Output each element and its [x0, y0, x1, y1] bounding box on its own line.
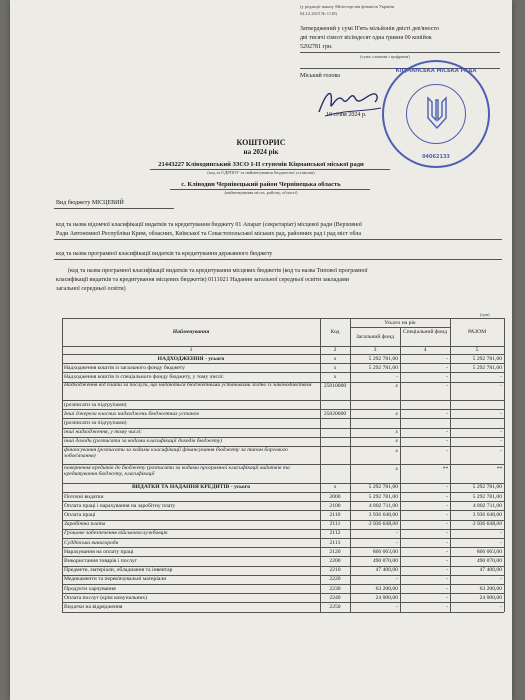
table-cell-code: 2113 — [329, 539, 341, 546]
table-cell-name: Надходження коштів із загального фонду бюджету — [64, 364, 185, 371]
approved-text-2: дві тисячі сімсот вісімдесят одна гривня 00 копійок — [300, 35, 432, 41]
header-total: Усього на рік — [384, 320, 416, 326]
table-cell-code: 25010000 — [323, 383, 347, 390]
table-cell-name: Продукти харчування — [64, 585, 116, 592]
table-cell-s: - — [446, 447, 448, 454]
table-cell-code — [322, 465, 348, 483]
table-cell-g: х — [395, 410, 398, 417]
table-cell-t: 866 063,00 — [476, 548, 502, 555]
table-cell-name: Надходження від плати за послуги, що надаються бюджетними установами згідно із законодавством — [64, 382, 312, 389]
local-program-classification-3: загальної середньої освіти) — [56, 286, 126, 292]
table-cell-g: 47 400,00 — [375, 567, 398, 574]
table-cell-t: 5 292 781,00 — [472, 493, 502, 500]
table-cell-name: ВИДАТКИ ТА НАДАННЯ КРЕДИТІВ - усього — [131, 484, 251, 491]
table-cell-t: 5 292 781,00 — [472, 355, 502, 362]
table-cell-t: 47 400,00 — [479, 567, 502, 574]
header-special: Спеціальний фонд — [402, 329, 448, 335]
table-cell-name: Надходження коштів із спеціального фонду бюджету, у тому числі: — [64, 373, 224, 380]
table-cell-g: х — [395, 465, 398, 472]
trident-icon — [426, 96, 448, 130]
table-cell-g: 5 292 781,00 — [368, 484, 398, 491]
location-caption: (найменування міста, району, області) — [224, 190, 298, 195]
location-name: с. Кліводин Чернівецький район Чернівецька область — [181, 181, 341, 188]
table-cell-t: - — [500, 373, 502, 380]
table-cell-g: 63 200,00 — [375, 585, 398, 592]
table-cell-name: (розписати за підгрупами) — [64, 419, 127, 426]
organization-caption: (код за ЄДРПОУ та найменування бюджетної установи) — [207, 170, 315, 175]
table-cell-s: - — [446, 493, 448, 500]
table-cell-code: 2112 — [329, 530, 341, 537]
table-cell-name: Нарахування на оплату праці — [64, 548, 134, 555]
table-cell-g: 490 070,00 — [372, 557, 398, 564]
table-cell-g: х — [395, 429, 398, 436]
table-cell-g: 4 802 711,00 — [368, 502, 398, 509]
departmental-classification-2: Ради Автономної Республіки Крим, обласних, Київської та Севастопольської міських рад, районних рад і рад міст обла — [56, 231, 362, 237]
table-cell-code: 2210 — [329, 567, 341, 574]
header-name: Найменування — [172, 329, 210, 335]
table-cell-code — [322, 447, 348, 465]
table-cell-s: - — [446, 567, 448, 574]
table-cell-name: Оплата послуг (крім комунальних) — [64, 594, 148, 601]
table-cell-t: 3 936 648,00 — [472, 511, 502, 518]
table-cell-g: 866 063,00 — [372, 548, 398, 555]
table-cell-s: - — [446, 511, 448, 518]
table-cell-s: - — [446, 373, 448, 380]
table-cell-t: 24 000,00 — [479, 594, 502, 601]
table-cell-name: Медикаменти та перев'язувальні матеріали — [64, 576, 167, 583]
table-cell-t: - — [500, 447, 502, 454]
table-cell-s: - — [446, 429, 448, 436]
table-cell-g: 5 292 781,00 — [368, 355, 398, 362]
table-cell-g: - — [396, 373, 398, 380]
table-cell-s: - — [446, 576, 448, 583]
table-cell-code: 2230 — [329, 585, 341, 592]
table-cell-g: - — [396, 539, 398, 546]
table-cell-s: - — [446, 364, 448, 371]
organization-name: 21443227 Кліводинський ЗЗСО І-ІІ ступенів Кіцманської міської ради — [158, 161, 364, 168]
table-cell-t: - — [500, 603, 502, 610]
table-cell-code: х — [333, 364, 337, 371]
local-program-classification-2: класифікації видатків та кредитування місцевих бюджетів) 0111021 Надання загальної середньої освіти закладами — [56, 277, 350, 283]
header-general: Загальний фонд — [355, 334, 395, 340]
table-cell-t: - — [500, 530, 502, 537]
sum-caption: (сума словами і цифрами) — [360, 54, 410, 59]
table-cell-t: 3 936 648,00 — [472, 521, 502, 528]
column-number: 3 — [373, 347, 377, 353]
table-cell-t: 4 802 711,00 — [472, 502, 502, 509]
table-cell-name: фінансування (розписати за кодами класифікації фінансування бюджету за типом боргового зобов'язання) — [64, 446, 288, 459]
table-cell-s: - — [446, 594, 448, 601]
table-cell-g: х — [395, 438, 398, 445]
local-program-classification: (код та назва програмної класифікації видатків та кредитування місцевих бюджетів (код та назва Типової програмної — [68, 268, 368, 274]
table-cell-code: 2111 — [329, 521, 341, 528]
table-cell-s: - — [446, 530, 448, 537]
table-cell-name: інші надходження, у тому числі: — [64, 429, 143, 436]
table-cell-s: - — [446, 438, 448, 445]
table-cell-name: Використання товарів і послуг — [64, 557, 138, 564]
approval-date: 10 січня 2024 р. — [326, 112, 367, 118]
table-cell-code: х — [333, 373, 337, 380]
table-cell-name: Предмети, матеріали, обладнання та інвентар — [64, 567, 173, 574]
table-cell-g: 3 936 648,00 — [368, 521, 398, 528]
table-cell-t: - — [500, 438, 502, 445]
column-number: 2 — [333, 347, 337, 353]
edition-date: 04.12.2015 № 1118) — [300, 11, 337, 16]
table-cell-g: 24 000,00 — [375, 594, 398, 601]
seal-code: 04062133 — [422, 154, 450, 160]
table-cell-g: х — [395, 383, 398, 390]
table-cell-s: - — [446, 484, 448, 491]
table-cell-code: 2220 — [329, 576, 341, 583]
table-cell-name: (розписати за підгрупами) — [64, 401, 127, 408]
departmental-classification: код та назва відомчої класифікації видатків та кредитування бюджету 01 Апарат (секретаріат) місцевої ради (Верховної — [56, 222, 362, 228]
approved-text: Затверджений у сумі П'ять мільйонів двісті дев'яносто — [300, 26, 440, 32]
estimate-table — [62, 318, 504, 700]
table-cell-s: - — [446, 383, 448, 390]
table-cell-s: - — [446, 410, 448, 417]
table-cell-name: Видатки на відрядження — [64, 603, 123, 610]
table-cell-name: повернення кредитів до бюджету (розписати за кодами програмної класифікації видатків та кредитування бюджету, класифікації — [64, 464, 290, 478]
table-cell-t: - — [500, 576, 502, 583]
currency-unit: (грн) — [480, 312, 490, 317]
column-number: 4 — [423, 347, 427, 353]
column-number: 5 — [475, 347, 479, 353]
table-cell-code: 25020000 — [323, 410, 347, 417]
document-page — [10, 0, 512, 700]
table-cell-code: 2240 — [329, 594, 341, 601]
table-cell-name: Інші джерела власних надходжень бюджетних установ — [64, 410, 199, 417]
table-cell-g: 5 292 781,00 — [368, 364, 398, 371]
table-cell-name: Поточні видатки — [64, 493, 104, 500]
table-cell-s: - — [446, 521, 448, 528]
table-cell-t: 5 292 781,00 — [472, 484, 502, 491]
table-cell-code: 2000 — [329, 493, 341, 500]
table-cell-g: - — [396, 576, 398, 583]
table-cell-s: - — [446, 548, 448, 555]
table-cell-name: Грошове забезпечення військовослужбовців — [64, 530, 168, 537]
table-cell-t: - — [500, 539, 502, 546]
table-cell-t: 490 070,00 — [476, 557, 502, 564]
table-cell-s: - — [446, 502, 448, 509]
table-cell-code: 2120 — [329, 548, 341, 555]
table-cell-name: НАДХОДЖЕННЯ - усього — [157, 355, 225, 362]
table-cell-name: Заробітна плата — [64, 521, 106, 528]
table-cell-s: - — [446, 539, 448, 546]
table-cell-code: 2110 — [329, 511, 341, 518]
table-cell-s: ** — [442, 465, 448, 472]
table-cell-s: - — [446, 603, 448, 610]
seal-ring-text: КІЦМАНСЬКА МІСЬКА РАДА — [395, 68, 477, 74]
table-cell-g: - — [396, 603, 398, 610]
table-cell-g: 5 292 781,00 — [368, 493, 398, 500]
table-cell-t: ** — [496, 465, 502, 472]
table-cell-t: 5 292 781,00 — [472, 364, 502, 371]
position-title: Міський голова — [300, 73, 340, 79]
table-cell-name: Оплата праці — [64, 511, 96, 518]
budget-type: Вид бюджету МІСЦЕВИЙ — [56, 200, 124, 206]
table-cell-s: - — [446, 355, 448, 362]
table-cell-name: Суддівська винагорода — [64, 539, 119, 546]
table-cell-s: - — [446, 585, 448, 592]
table-cell-g: 3 936 648,00 — [368, 511, 398, 518]
table-cell-code: х — [333, 355, 337, 362]
table-cell-t: - — [500, 429, 502, 436]
table-cell-name: інші доходи (розписати за кодами класифікації доходів бюджету) — [64, 438, 223, 445]
table-cell-g: - — [396, 530, 398, 537]
header-sum: РАЗОМ — [467, 329, 487, 335]
table-cell-t: - — [500, 383, 502, 390]
table-cell-s: - — [446, 557, 448, 564]
table-cell-t: - — [500, 410, 502, 417]
table-cell-code: 2100 — [329, 502, 341, 509]
table-cell-g: х — [395, 447, 398, 454]
table-cell-t: 63 200,00 — [479, 585, 502, 592]
edition-note: (у редакції наказу Міністерства фінансів України — [300, 4, 395, 9]
approved-amount: 5292781 грн. — [300, 44, 333, 50]
table-cell-code: 2250 — [329, 603, 341, 610]
column-number: 1 — [189, 347, 193, 353]
table-cell-name: Оплата праці і нарахування на заробітну плату — [64, 502, 176, 509]
table-cell-code: х — [333, 484, 337, 491]
document-title: КОШТОРИС — [236, 138, 286, 147]
header-code: Код — [330, 329, 340, 335]
state-program-classification: код та назва програмної класифікації видатків та кредитування державного бюджету — [56, 251, 273, 257]
table-cell-code: 2200 — [329, 557, 341, 564]
document-subtitle: на 2024 рік — [243, 148, 279, 156]
